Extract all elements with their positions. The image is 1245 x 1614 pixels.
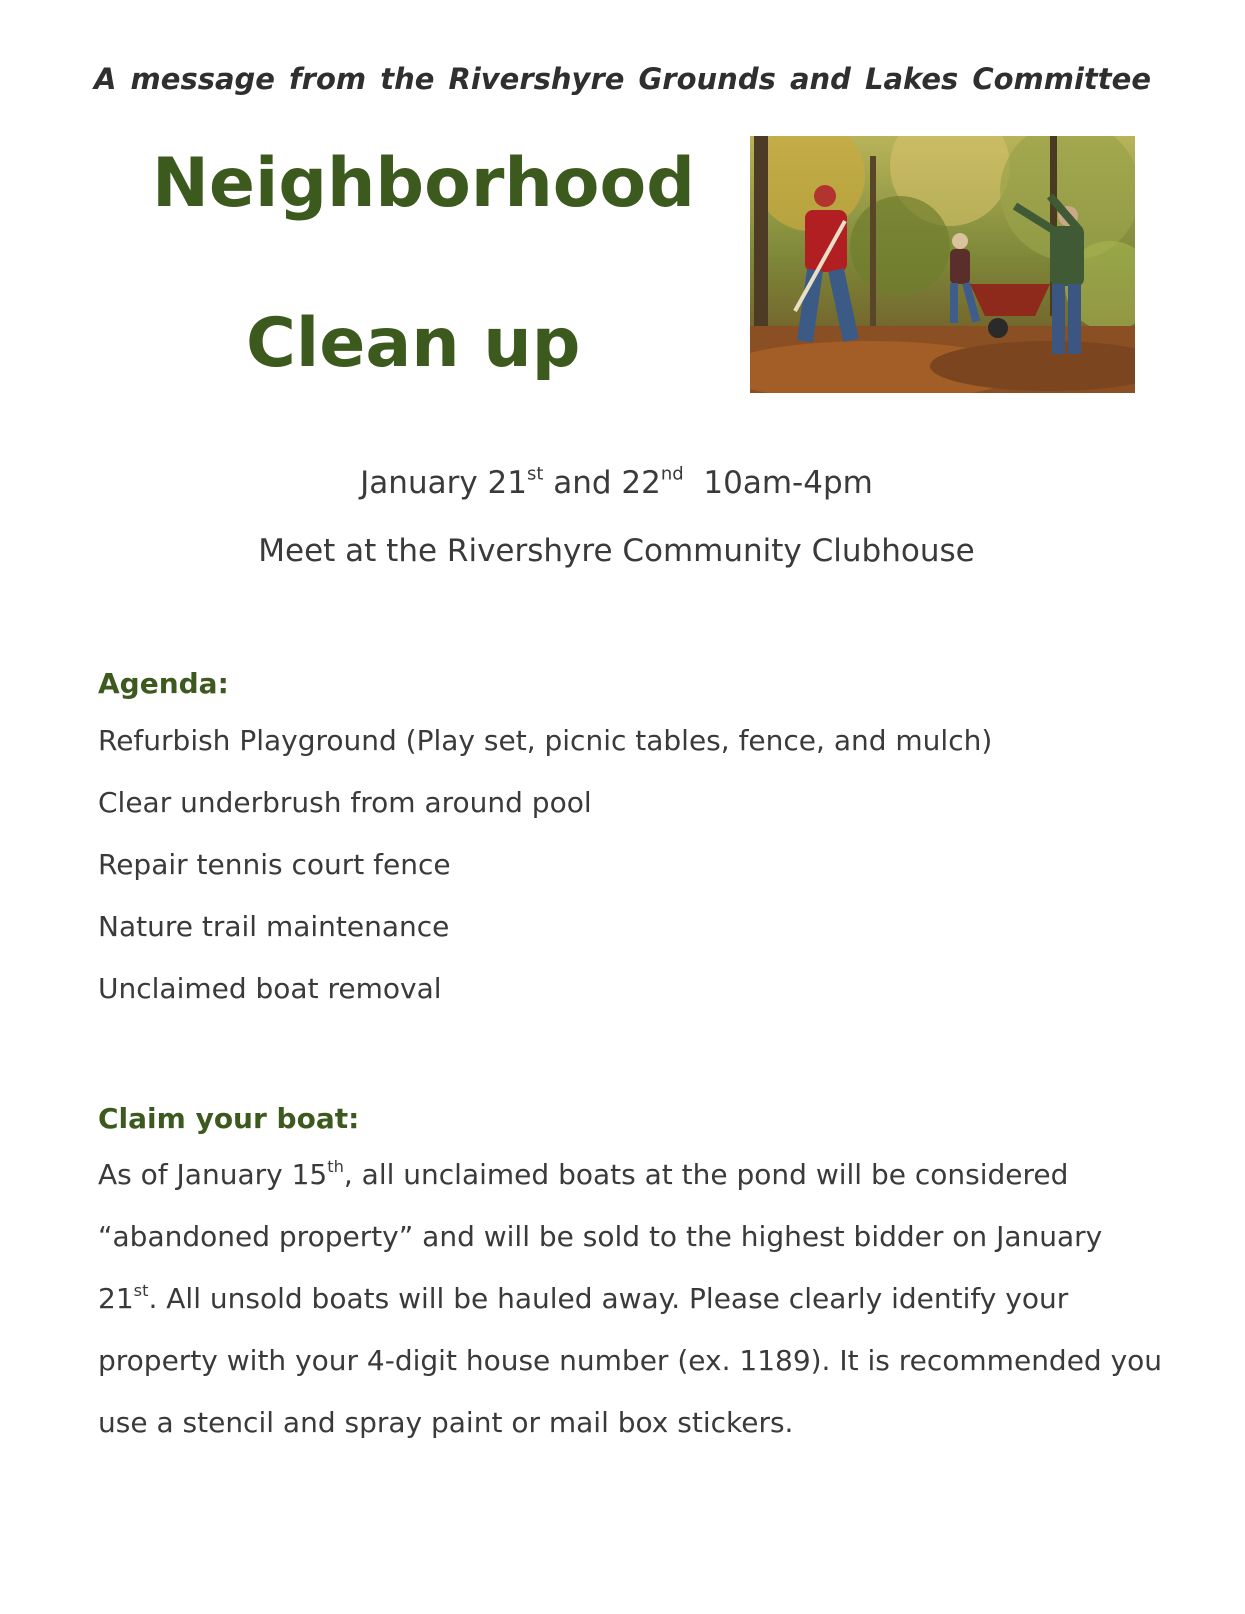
claim-paragraph: [98, 1156, 1163, 1467]
agenda-item: Repair tennis court fence: [98, 848, 451, 881]
claim-line-2: “abandoned property” and will be sold to the highest bidder on January: [98, 1220, 1103, 1253]
date-suffix-1: st: [526, 463, 544, 485]
agenda-item: Refurbish Playground (Play set, picnic tables, fence, and mulch): [98, 724, 993, 757]
event-time: 10am-4pm: [703, 465, 873, 501]
claim-text: 21: [98, 1282, 134, 1315]
date-suffix-2: nd: [660, 463, 684, 485]
title-line-2: Clean up: [246, 304, 581, 383]
claim-text: As of January 15: [98, 1158, 328, 1191]
agenda-item: Nature trail maintenance: [98, 910, 450, 943]
claim-text: . All unsold boats will be hauled away. Please clearly identify your: [148, 1282, 1069, 1315]
claim-line-4: property with your 4-digit house number (ex. 1189). It is recommended you: [98, 1344, 1163, 1377]
agenda-list: [98, 723, 992, 1033]
family-raking-leaves-photo: [750, 136, 1135, 393]
agenda-item: Clear underbrush from around pool: [98, 786, 592, 819]
committee-message: A message from the Rivershyre Grounds and Lakes Committee: [94, 62, 1151, 96]
claim-line-3: [98, 1281, 1138, 1343]
event-location: Meet at the Rivershyre Community Clubhouse: [258, 533, 975, 569]
claim-text: , all unclaimed boats at the pond will be considered: [343, 1158, 1069, 1191]
date-part-2: and 22: [543, 465, 661, 501]
claim-suffix: st: [133, 1280, 149, 1300]
claim-line-5: use a stencil and spray paint or mail box stickers.: [98, 1406, 794, 1439]
agenda-heading: Agenda:: [98, 667, 229, 700]
claim-line-1: [98, 1157, 1138, 1219]
title-line-1: Neighborhood: [152, 144, 695, 223]
event-date: [0, 465, 1233, 501]
claim-heading: Claim your boat:: [98, 1102, 360, 1135]
claim-suffix: th: [327, 1156, 344, 1176]
agenda-item: Unclaimed boat removal: [98, 972, 442, 1005]
date-part-1: January 21: [360, 465, 527, 501]
